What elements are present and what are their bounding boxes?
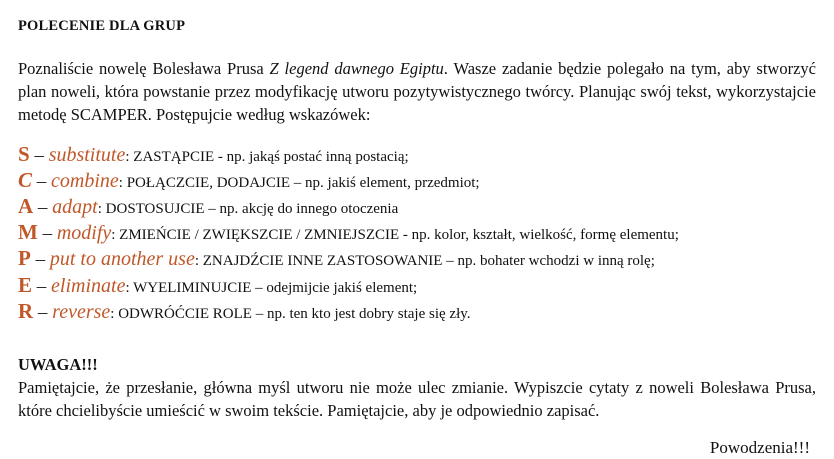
dash-separator: – [29,144,49,166]
scamper-row-combine [18,169,816,195]
scamper-description: : ODWRÓĆCIE ROLE – np. ten kto jest dobry staje się zły. [110,305,471,322]
scamper-description: : ZASTĄPCIE - np. jakąś postać inną postacią; [125,148,409,165]
scamper-description: : WYELIMINUJCIE – odejmijcie jakiś element; [125,279,418,296]
intro-text-part2: . Wasze zadanie będzie polegało na tym, aby stworzyć plan noweli, która powstanie przez modyfikację utworu pozytywistycznego twórcy. Planując swój tekst, wykorzystajcie metodę SCAMPER. Postępujcie według wskazówek: [18,59,816,124]
scamper-description: : POŁĄCZCIE, DODAJCIE – np. jakiś element, przedmiot; [118,174,480,191]
scamper-row-eliminate [18,274,816,300]
dash-separator: – [37,223,57,245]
warning-heading: UWAGA!!! [18,354,98,374]
dash-separator: – [33,301,53,323]
intro-paragraph [18,57,816,126]
scamper-list [18,143,816,326]
scamper-letter: P [18,246,31,271]
dash-separator: – [30,249,50,271]
scamper-letter: M [18,220,38,245]
scamper-term: combine [51,169,119,192]
scamper-row-reverse [18,300,816,326]
scamper-term: eliminate [51,274,126,297]
scamper-letter: R [18,298,34,323]
scamper-term: reverse [52,300,111,323]
scamper-row-adapt [18,195,816,221]
scamper-description: : DOSTOSUJCIE – np. akcję do innego otoczenia [97,200,399,217]
dash-separator: – [32,275,52,297]
dash-separator: – [32,170,52,192]
scamper-letter: A [18,193,34,218]
warning-paragraph: Pamiętajcie, że przesłanie, główna myśl utworu nie może ulec zmianie. Wypiszcie cytaty z noweli Bolesława Prusa, które chcielibyście umieścić w swoim tekście. Pamiętajcie, aby je odpowiednio zapisać. [18,377,816,420]
scamper-row-modify [18,221,816,247]
scamper-term: modify [56,222,112,245]
scamper-letter: C [18,167,33,192]
intro-text-part1: Poznaliście nowelę Bolesława Prusa [18,59,270,78]
dash-separator: – [33,196,53,218]
scamper-letter: E [18,272,33,297]
scamper-term: adapt [52,195,98,218]
novella-title: Z legend dawnego Egiptu [269,59,444,78]
scamper-term: substitute [48,143,126,166]
scamper-letter: S [18,141,30,166]
closing-text: Powodzenia!!! [709,437,810,457]
scamper-term: put to another use [49,248,195,271]
scamper-description: : ZMIEŃCIE / ZWIĘKSZCIE / ZMNIEJSZCIE - np. kolor, kształt, wielkość, formę elementu; [111,227,679,244]
scamper-description: : ZNAJDŹCIE INNE ZASTOSOWANIE – np. bohater wchodzi w inną rolę; [194,253,655,270]
scamper-row-put-to-another-use [18,247,816,273]
page-title: POLECENIE DLA GRUP [18,18,186,34]
scamper-row-substitute [18,143,816,169]
